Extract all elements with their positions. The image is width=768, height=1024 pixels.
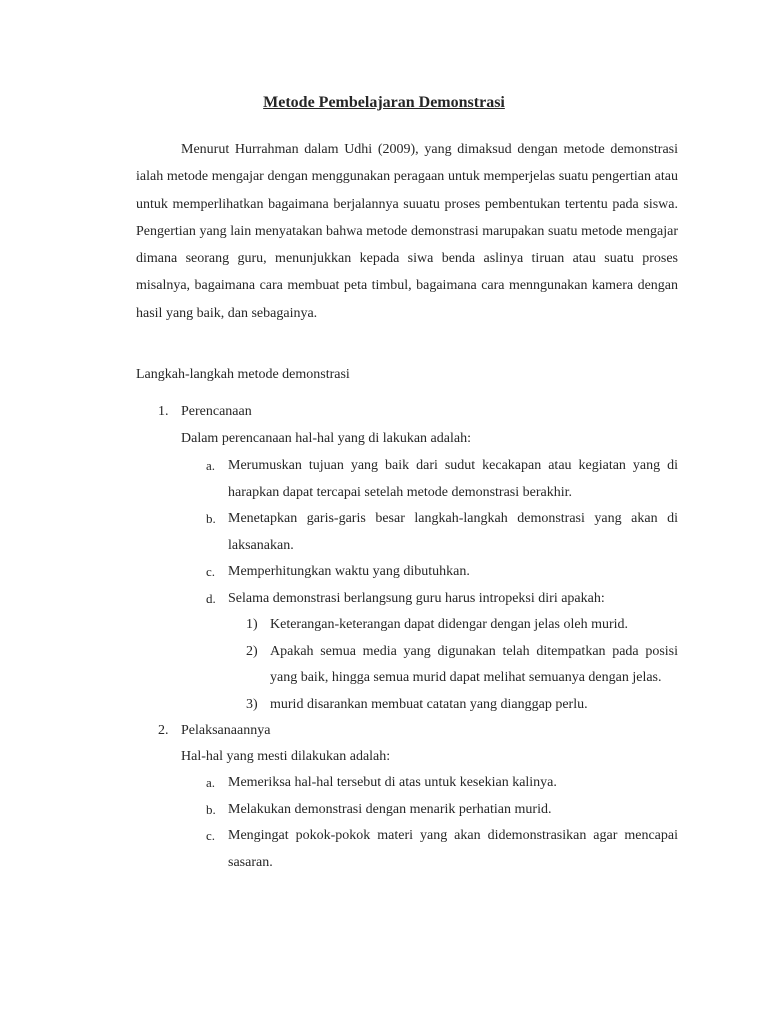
- item-letter: c.: [206, 564, 216, 579]
- item-letter: a.: [206, 775, 216, 790]
- item-letter: b.: [206, 801, 216, 817]
- list-item: [136, 770, 678, 797]
- subitem-text: Keterangan-keterangan dapat didengar dengan jelas oleh murid.: [270, 617, 629, 632]
- sub-list-item: [136, 692, 678, 719]
- section-number: 2.: [158, 723, 169, 738]
- list-item: [136, 506, 678, 559]
- document-title: Metode Pembelajaran Demonstrasi: [263, 94, 505, 111]
- item-text: Selama demonstrasi berlangsung guru harus intropeksi diri apakah:: [228, 590, 605, 606]
- section-title: Pelaksanaannya: [181, 723, 271, 738]
- item-text: Memeriksa hal-hal tersebut di atas untuk kesekian kalinya.: [228, 775, 557, 790]
- item-text: Mengingat pokok-pokok materi yang akan didemonstrasikan agar mencapai sasaran.: [228, 828, 678, 870]
- section-number: 1.: [158, 404, 169, 419]
- subitem-number: 3): [246, 696, 258, 712]
- item-text: Melakukan demonstrasi dengan menarik perhatian murid.: [228, 801, 552, 817]
- steps-heading: Langkah-langkah metode demonstrasi: [136, 367, 350, 382]
- item-text: Merumuskan tujuan yang baik dari sudut kecakapan atau kegiatan yang di harapkan dapat tercapai setelah metode demonstrasi berakhir.: [228, 458, 678, 500]
- list-item: [136, 586, 678, 613]
- section-intro: Dalam perencanaan hal-hal yang di lakukan adalah:: [181, 431, 471, 446]
- subitem-number: 1): [246, 617, 258, 632]
- subitem-text: Apakah semua media yang digunakan telah ditempatkan pada posisi yang baik, hingga semua murid dapat melihat semuanya dengan jelas.: [270, 643, 678, 685]
- item-letter: a.: [206, 458, 216, 473]
- sub-list-item: [136, 639, 678, 692]
- list-item: [136, 559, 678, 586]
- section-1: [136, 399, 678, 425]
- section-title: Perencanaan: [181, 404, 252, 419]
- list-item: [136, 453, 678, 506]
- subitem-text: murid disarankan membuat catatan yang dianggap perlu.: [270, 696, 588, 712]
- section-2: [136, 718, 678, 744]
- item-text: Menetapkan garis-garis besar langkah-langkah demonstrasi yang akan di laksanakan.: [228, 511, 678, 553]
- subitem-number: 2): [246, 643, 258, 659]
- list-item: [136, 823, 678, 876]
- intro-paragraph: Menurut Hurrahman dalam Udhi (2009), yang dimaksud dengan metode demonstrasi ialah metode mengajar dengan menggunakan peragaan untuk memperjelas suatu pengertian atau untuk memperlihatkan bagaimana berjalannya suuatu proses pembentukan tertentu pada siswa. Pengertian yang lain menyatakan bahwa metode demonstrasi marupakan suatu metode mengajar dimana seorang guru, menunjukkan kepada siwa benda aslinya tiruan atau suatu proses misalnya, bagaimana cara membuat peta timbul, bagaimana cara menngunakan kamera dengan hasil yang baik, dan sebagainya.: [136, 142, 678, 321]
- item-letter: b.: [206, 511, 216, 526]
- sub-list-item: [136, 612, 678, 639]
- item-letter: d.: [206, 590, 216, 606]
- section-intro: Hal-hal yang mesti dilakukan adalah:: [181, 749, 391, 764]
- item-letter: c.: [206, 828, 216, 843]
- list-item: [136, 797, 678, 824]
- item-text: Memperhitungkan waktu yang dibutuhkan.: [228, 564, 470, 579]
- steps-list: [136, 399, 678, 876]
